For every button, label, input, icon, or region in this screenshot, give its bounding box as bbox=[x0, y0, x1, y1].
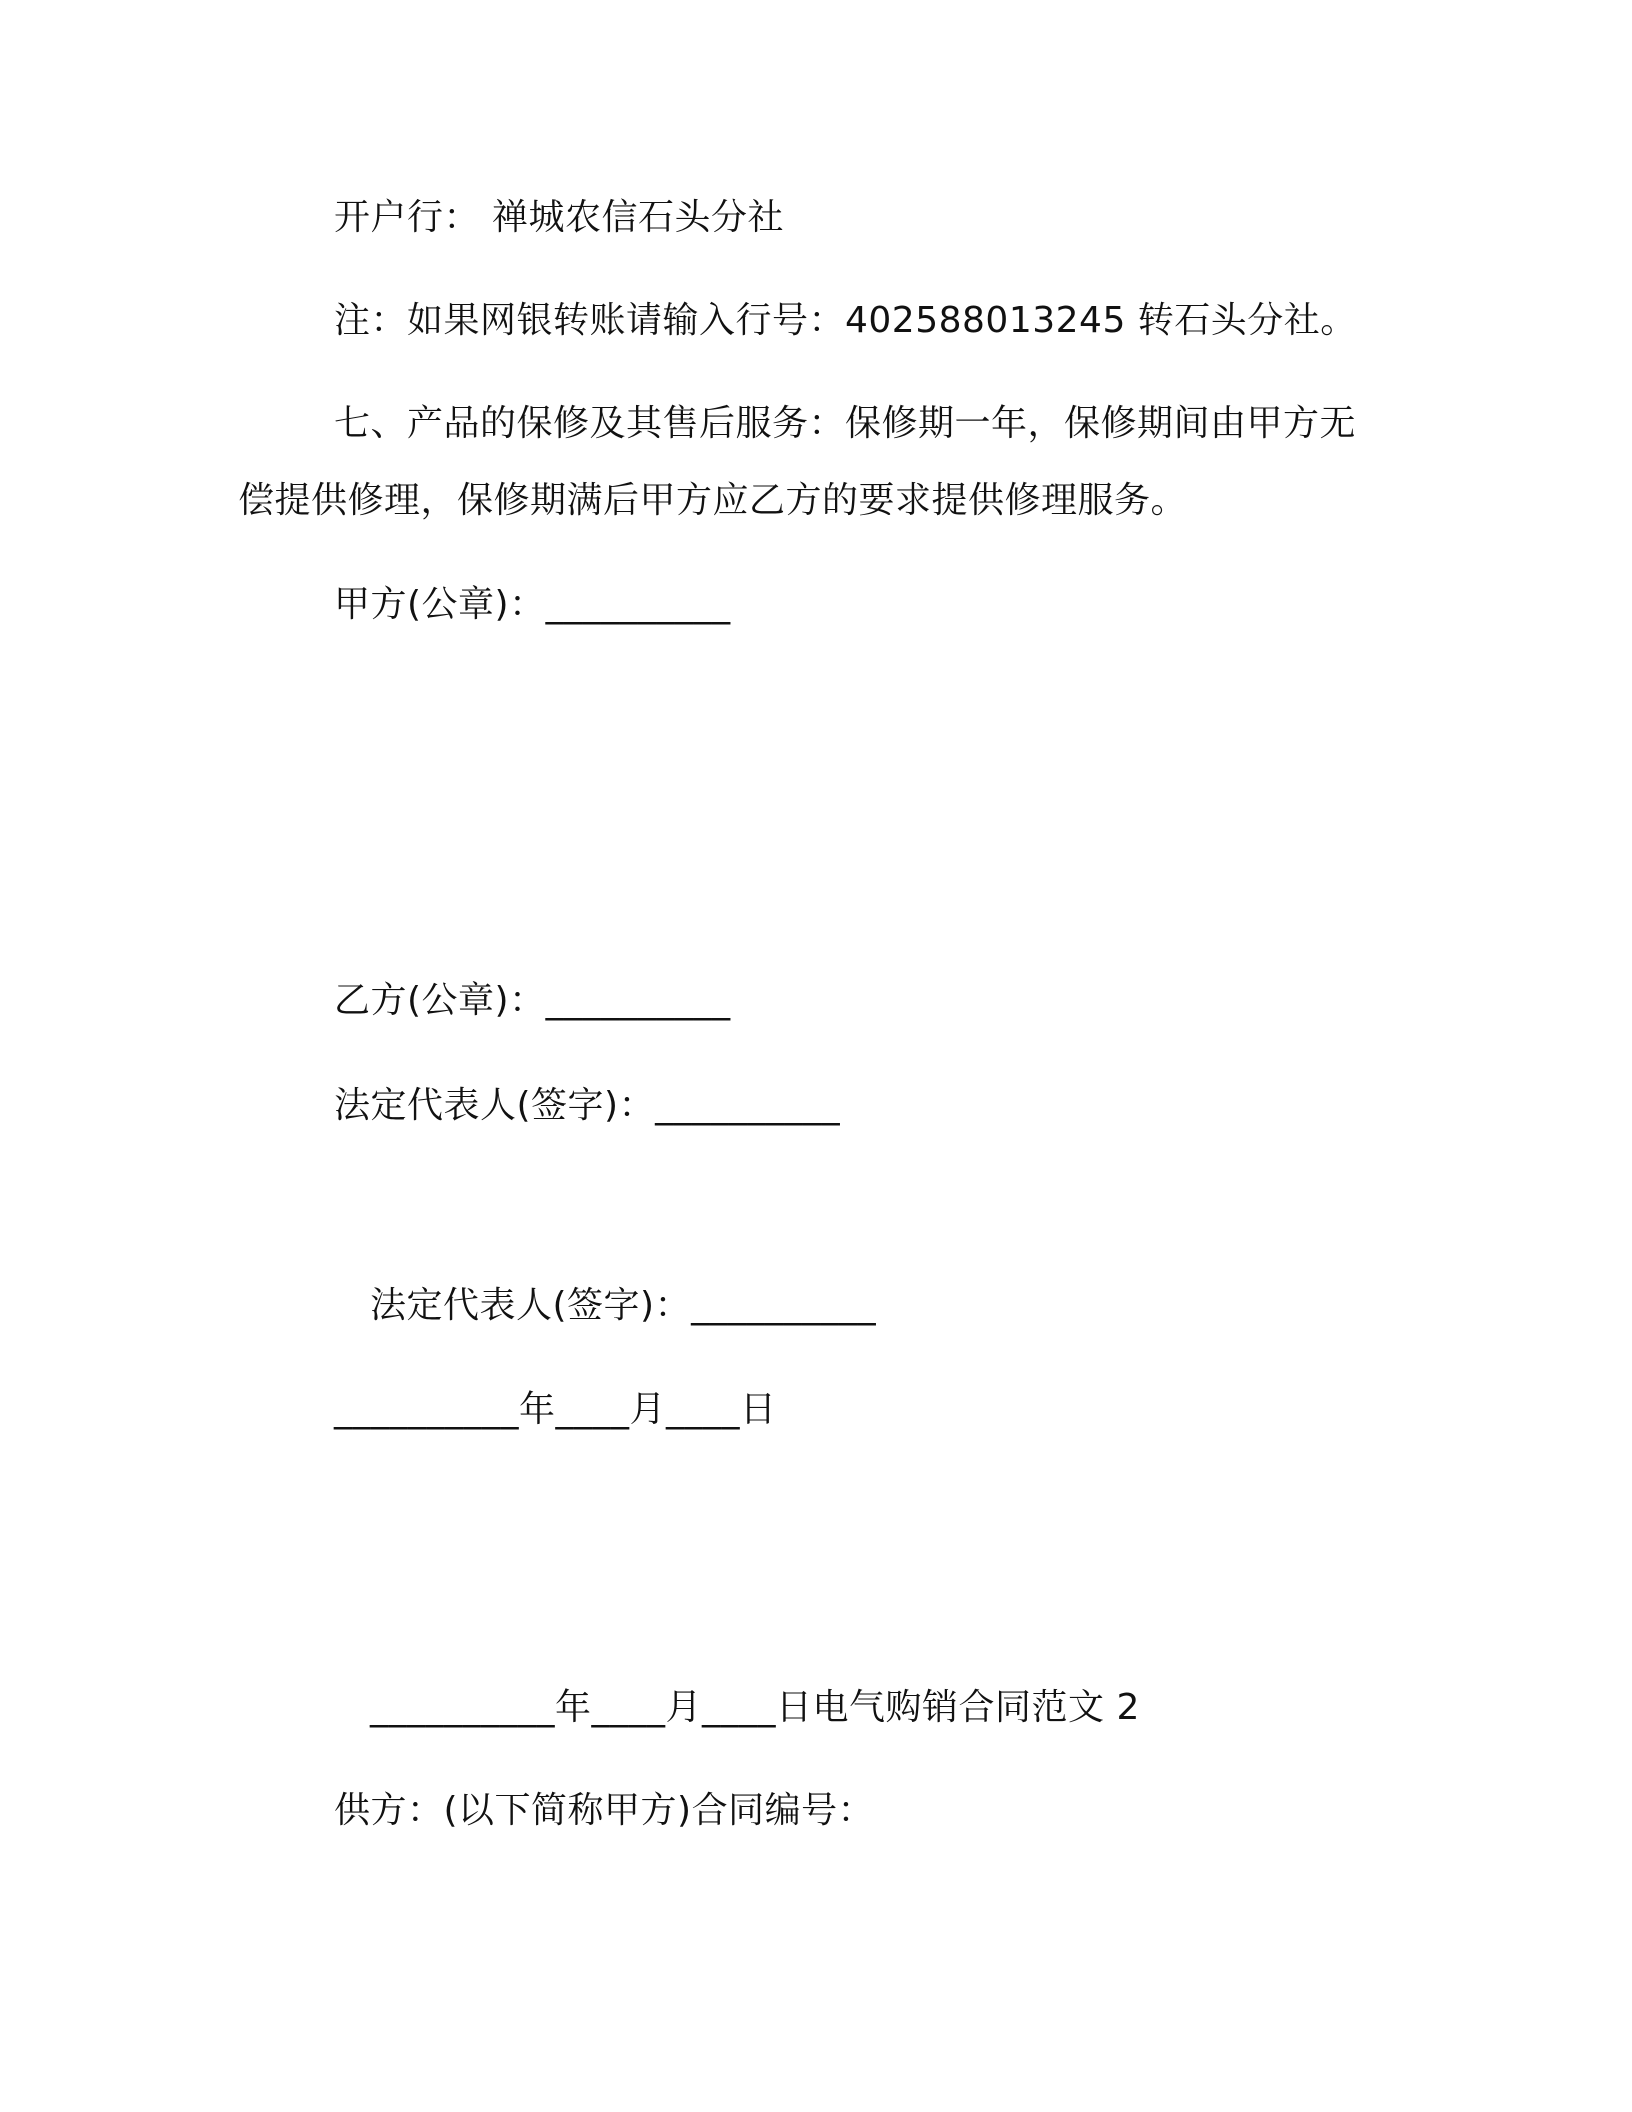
warranty-line-1: 七、产品的保修及其售后服务：保修期一年，保修期间由甲方无 bbox=[334, 403, 1357, 444]
date-line: __________年____月____日 bbox=[334, 1389, 777, 1430]
supplier-line: 供方：(以下简称甲方)合同编号： bbox=[334, 1790, 875, 1831]
legal-representative-line: 法定代表人(签字)：__________ bbox=[334, 1085, 841, 1126]
legal-representative-line: 法定代表人(签字)：__________ bbox=[370, 1285, 877, 1326]
party-a-seal-line: 甲方(公章)：__________ bbox=[334, 584, 731, 625]
bank-line: 开户行： 禅城农信石头分社 bbox=[334, 197, 784, 238]
date-title-line: __________年____月____日电气购销合同范文 2 bbox=[370, 1687, 1140, 1728]
party-b-seal-line: 乙方(公章)：__________ bbox=[334, 980, 731, 1021]
warranty-line-2: 偿提供修理，保修期满后甲方应乙方的要求提供修理服务。 bbox=[238, 480, 1188, 521]
note-line: 注：如果网银转账请输入行号：402588013245 转石头分社。 bbox=[334, 300, 1357, 341]
